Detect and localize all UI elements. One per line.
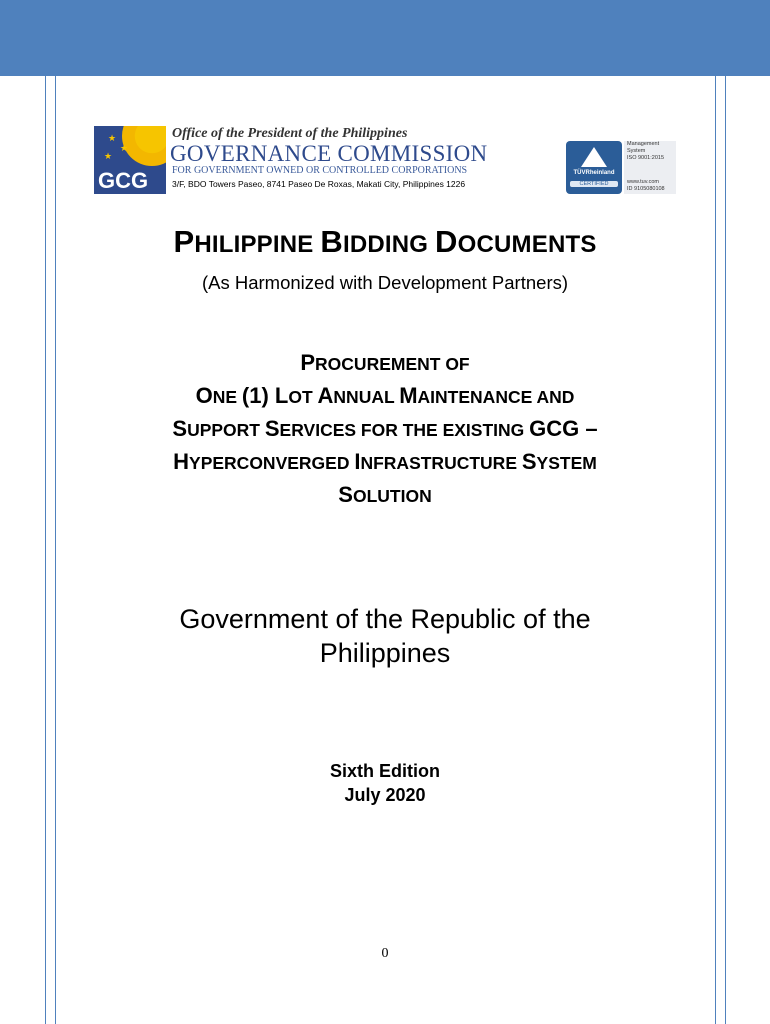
government-line: Philippines xyxy=(319,638,451,668)
gcg-emblem-icon: ★ ★ ★ GCG xyxy=(94,126,166,194)
gcg-emblem-text: GCG xyxy=(98,168,149,193)
title-rest: HILIPPINE xyxy=(194,231,321,258)
title-rest: IDDING xyxy=(342,231,436,258)
cert-line: System xyxy=(627,148,646,154)
cert-line: Management xyxy=(627,141,660,147)
logo-office-line: Office of the President of the Philippines xyxy=(172,126,408,141)
procurement-line: ONE (1) LOT ANNUAL MAINTENANCE AND xyxy=(195,383,575,408)
certification-text xyxy=(624,141,676,194)
logo-commission-subtitle: FOR GOVERNMENT OWNED OR CONTROLLED CORPORATIONS xyxy=(172,165,468,176)
logo-commission-name: GOVERNANCE COMMISSION xyxy=(170,141,488,166)
gcg-logo xyxy=(94,126,496,194)
cert-line: www.tuv.com xyxy=(627,179,659,185)
government-name xyxy=(0,602,770,670)
cert-line: ID 9105080108 xyxy=(627,186,665,192)
procurement-line: SOLUTION xyxy=(338,482,432,507)
edition-label: Sixth Edition xyxy=(330,761,440,781)
title-cap: P xyxy=(173,224,195,259)
edition-block xyxy=(0,759,770,807)
procurement-title xyxy=(0,347,770,512)
procurement-line: SUPPORT SERVICES FOR THE EXISTING GCG – xyxy=(172,416,598,441)
cert-line: ISO 9001:2015 xyxy=(627,155,665,161)
tuv-brand: TÜVRheinland xyxy=(573,170,615,176)
certified-label: CERTIFIED xyxy=(570,181,618,187)
iso-certification-mark xyxy=(566,141,678,194)
title-rest: OCUMENTS xyxy=(457,231,597,258)
edition-date: July 2020 xyxy=(344,785,426,805)
procurement-line: HYPERCONVERGED INFRASTRUCTURE SYSTEM xyxy=(173,449,597,474)
document-title xyxy=(0,224,770,260)
procurement-line: PROCUREMENT OF xyxy=(300,350,470,375)
government-line: Government of the Republic of the xyxy=(179,604,591,634)
title-cap: D xyxy=(435,224,458,259)
document-subtitle: (As Harmonized with Development Partners) xyxy=(201,272,569,293)
page-number: 0 xyxy=(381,946,389,961)
tuv-badge-icon xyxy=(566,141,622,194)
logo-address: 3/F, BDO Towers Paseo, 8741 Paseo De Roxas, Makati City, Philippines 1226 xyxy=(172,179,466,189)
title-cap: B xyxy=(320,224,343,259)
